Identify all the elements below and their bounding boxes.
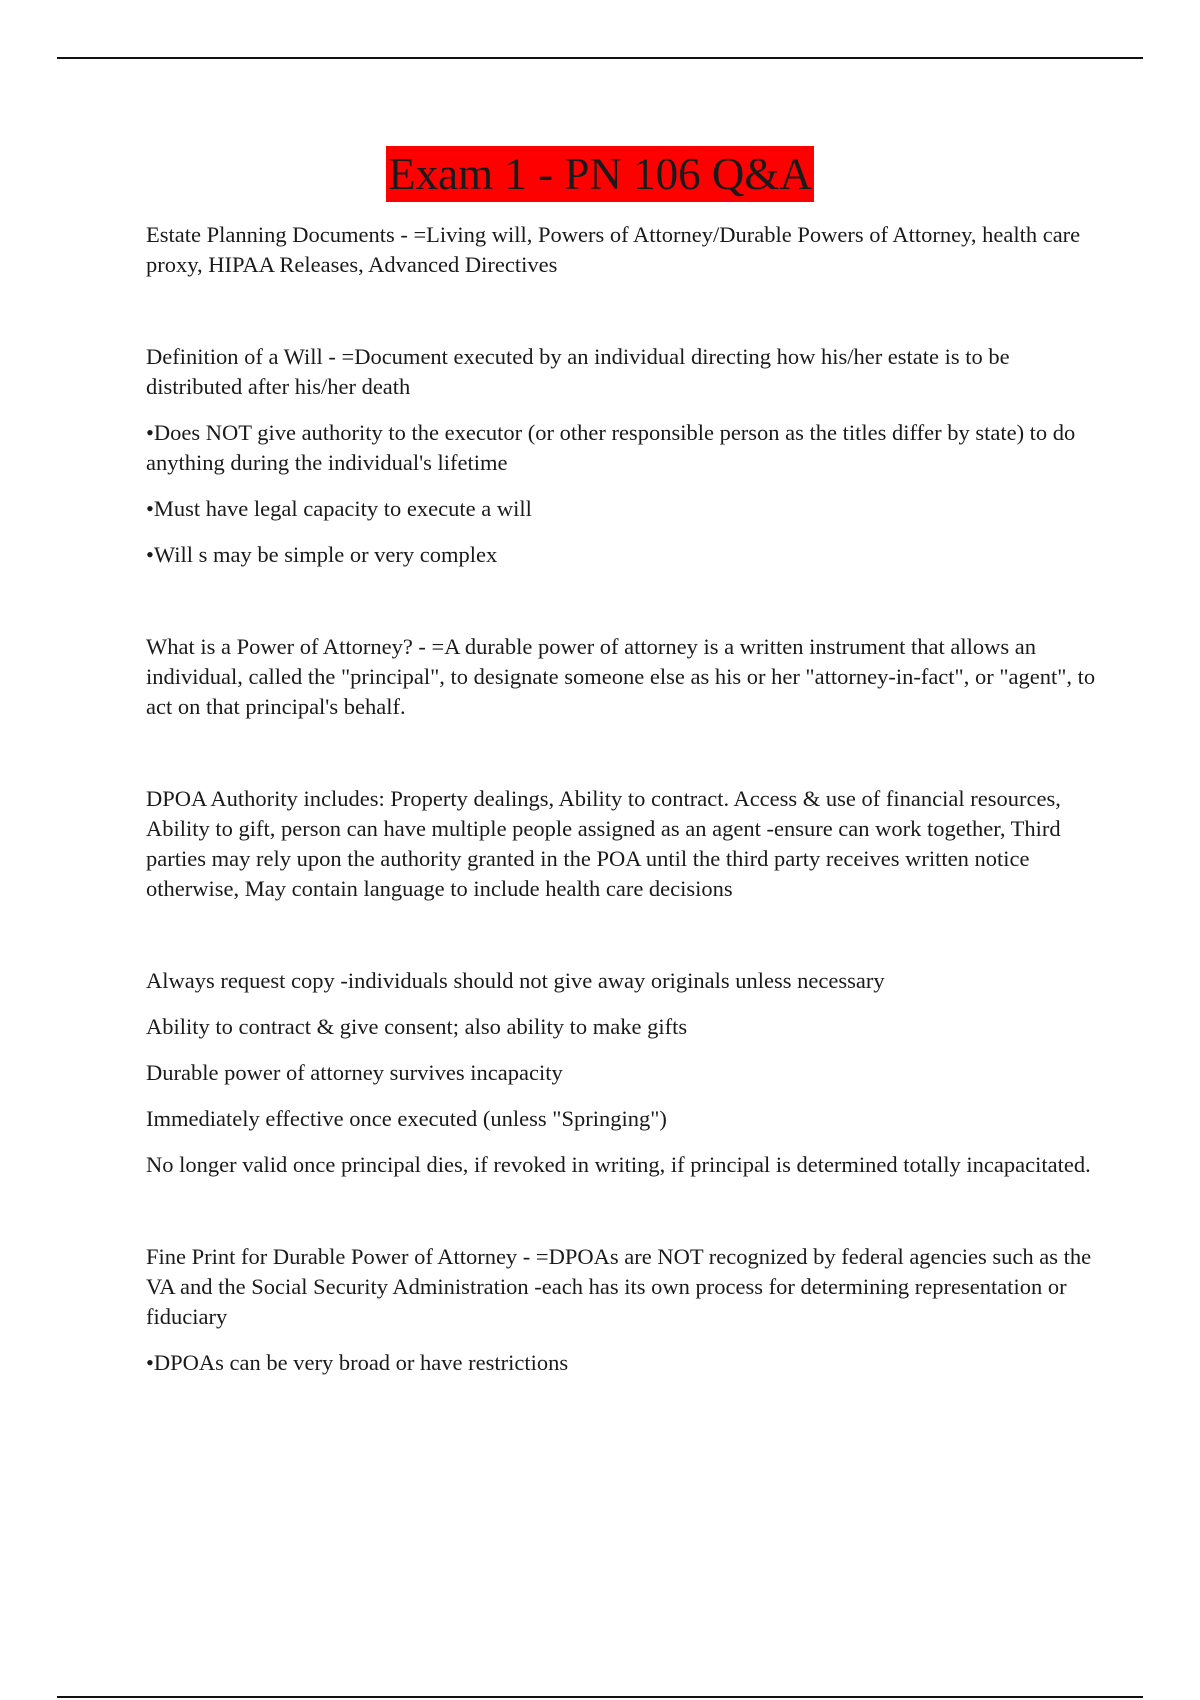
- document-body: [146, 220, 1096, 1378]
- document-title: Exam 1 - PN 106 Q&A: [386, 146, 814, 202]
- bullet-legal-capacity: •Must have legal capacity to execute a will: [146, 496, 532, 521]
- line-request-copy: Always request copy -individuals should not give away originals unless necessary: [146, 968, 885, 993]
- line-no-longer-valid: No longer valid once principal dies, if revoked in writing, if principal is determined totally incapacitated.: [146, 1152, 1091, 1177]
- top-rule: [57, 57, 1143, 59]
- bottom-rule: [57, 1696, 1143, 1698]
- line-survives-incapacity: Durable power of attorney survives incapacity: [146, 1060, 563, 1085]
- paragraph-dpoa-authority: DPOA Authority includes: Property dealings, Ability to contract. Access & use of financial resources, Ability to gift, person can have multiple people assigned as an agent -ensure can work together, Third parties may rely upon the authority granted in the POA until the third party receives written notice otherwise, May contain language to include health care decisions: [146, 786, 1061, 901]
- paragraph-power-of-attorney: What is a Power of Attorney? - =A durable power of attorney is a written instrument that allows an individual, called the "principal", to designate someone else as his or her "attorney-in-fact", or "agent", to act on that principal's behalf.: [146, 634, 1096, 719]
- bullet-no-authority: •Does NOT give authority to the executor (or other responsible person as the titles differ by state) to do anything during the individual's lifetime: [146, 420, 1076, 475]
- bullet-simple-complex: •Will s may be simple or very complex: [146, 542, 498, 567]
- line-immediately-effective: Immediately effective once executed (unless "Springing"): [146, 1106, 667, 1131]
- paragraph-estate-planning: Estate Planning Documents - =Living will, Powers of Attorney/Durable Powers of Attorney, health care proxy, HIPAA Releases, Advanced Directives: [146, 222, 1081, 277]
- paragraph-definition-will: Definition of a Will - =Document executed by an individual directing how his/her estate is to be distributed after his/her death: [146, 344, 1010, 399]
- bullet-broad-restrictions: •DPOAs can be very broad or have restrictions: [146, 1350, 569, 1375]
- paragraph-fine-print: Fine Print for Durable Power of Attorney - =DPOAs are NOT recognized by federal agencies such as the VA and the Social Security Administration -each has its own process for determining representation or fiduciary: [146, 1244, 1092, 1329]
- title-container: [0, 146, 1200, 202]
- line-contract-consent: Ability to contract & give consent; also ability to make gifts: [146, 1014, 688, 1039]
